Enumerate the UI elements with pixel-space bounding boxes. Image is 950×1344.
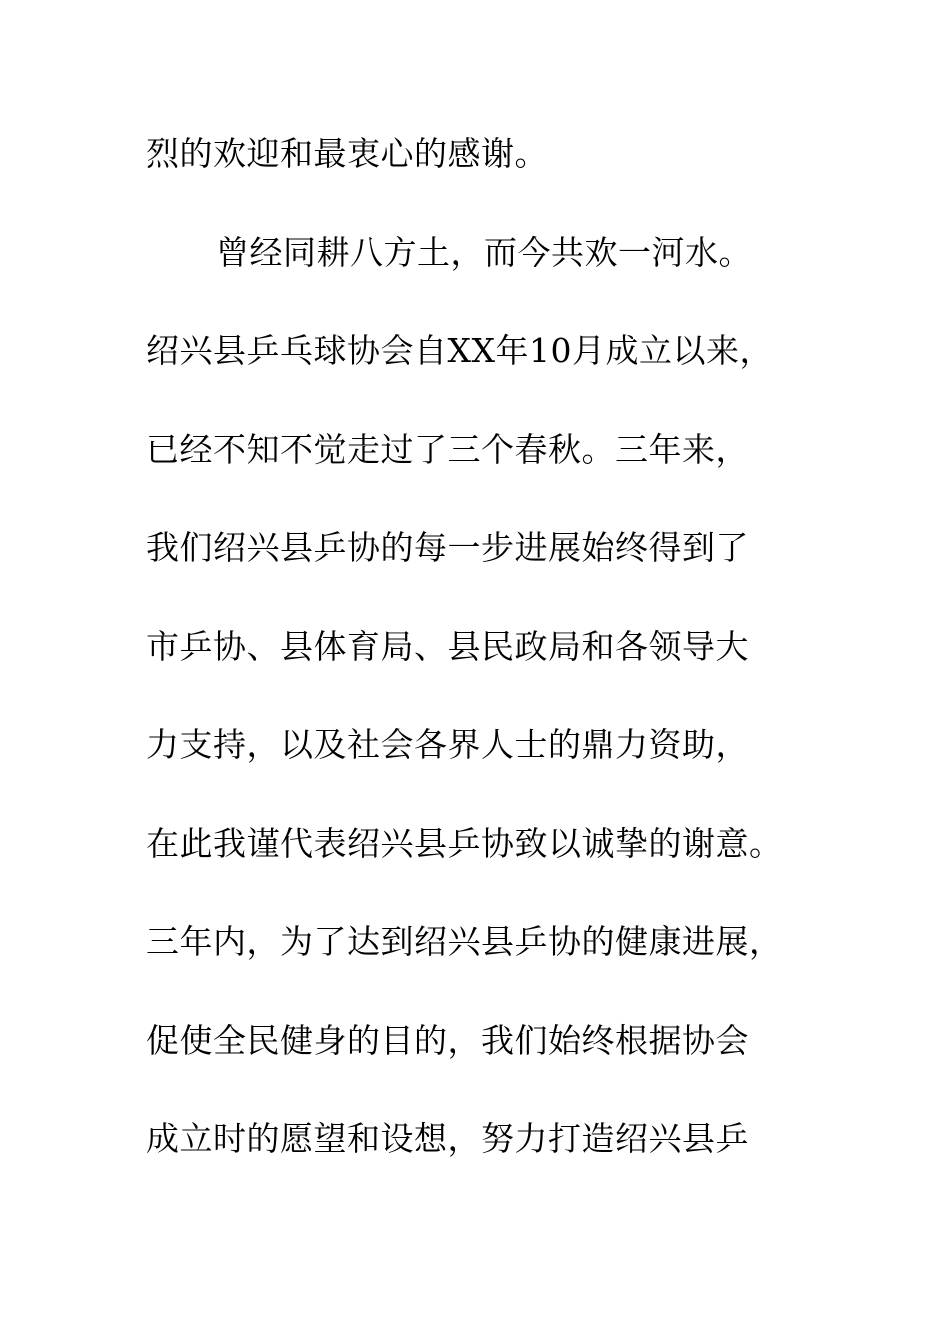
text-line: 已经不知不觉走过了三个春秋。三年来， — [146, 429, 749, 469]
text-line: 力支持，以及社会各界人士的鼎力资助， — [146, 725, 749, 764]
text-line: 成立时的愿望和设想，努力打造绍兴县乒 — [146, 1119, 749, 1158]
text-line: 曾经同耕八方土，而今共欢一河水。 — [216, 232, 752, 272]
text-line: 我们绍兴县乒协的每一步进展始终得到了 — [146, 528, 749, 567]
text-line: 市乒协、县体育局、县民政局和各领导大 — [146, 626, 749, 666]
text-line: 三年内，为了达到绍兴县乒协的健康进展， — [146, 922, 783, 961]
text-line: 绍兴县乒乓球协会自XX年10月成立以来， — [146, 331, 773, 370]
text-line: 在此我谨代表绍兴县乒协致以诚挚的谢意。 — [146, 823, 783, 863]
text-line: 促使全民健身的目的，我们始终根据协会 — [146, 1020, 749, 1060]
body-text — [146, 124, 826, 1208]
text-line: 烈的欢迎和最衷心的感谢。 — [146, 134, 548, 173]
